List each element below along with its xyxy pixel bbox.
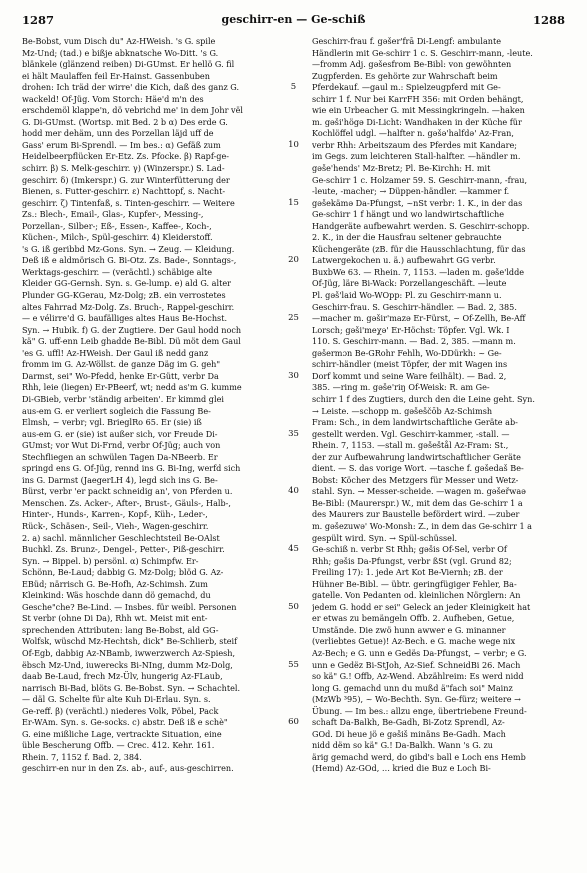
left-text-column [22, 36, 280, 775]
text-line: Geschirr-frau f. gəšer'frā Di-Lengf: ambulante [312, 36, 502, 46]
text-line: (Hemd) Az-GOd, … kried die Buz e Loch Bi- [312, 763, 491, 774]
text-line: Kleinkind: Wäs hoschde dann dö gemachd, du [22, 590, 211, 601]
text-line: m. gəšezuwə' Wo-Monsh: Z., in dem das Ge-schirr 1 a [312, 520, 533, 531]
text-line: Stechfliegen an schwülen Tagen Da-NBeerb. Er [22, 451, 218, 462]
text-line: gestellt werden. Vgl. Geschirr-kammer, -stall. — [312, 428, 510, 439]
text-line: ins G. Darmst (JaegerLH 4), legd sich ins G. Be- [22, 474, 218, 485]
text-line: Hinter-, Hunds-, Karren-, Kopf-, Küh-, Leder-, [22, 509, 208, 520]
text-line: G. eine mißliche Lage, vertrackte Situation, eine [22, 728, 222, 739]
text-line: Handgeräte aufbewahrt werden. S. Geschirr-schopp. [312, 220, 530, 231]
text-line: Übung. — Im bes.: allzu enge, übertriebene Freund- [312, 705, 527, 716]
text-line: Hühner Be-Bibl. — übtr. geringfügiger Fehler, Ba- [312, 578, 517, 589]
text-line: Deß iß e aldmörisch G. Bi-Otz. Zs. Bade-, Sonntags-, [22, 255, 237, 266]
text-line: hodd mer dehäm, unn des Porzellan läjd uff de [22, 128, 214, 139]
margin-line-number: 60 [288, 717, 299, 728]
text-line: 110. S. Geschirr-mann. — Bad. 2, 385. —mann m. [312, 336, 516, 347]
text-line: Kleider GG-Gernsh. Syn. s. Ge-lump. e) ald G. alter [22, 278, 231, 289]
text-line: Freiling 17): 1. jede Art Kot Be-Viernh; zB. der [312, 567, 503, 578]
text-line: Mz-Und; (tad.) e bißje abknatsche Wo-Ditt. 's G. [22, 47, 219, 58]
text-line: Händlerin mit Ge-schirr 1 c. S. Geschirr-mann, -leute. [312, 47, 533, 58]
text-line: Zugpferden. Es gehörte zur Wahrschaft beim [312, 70, 498, 81]
text-line: —macher m. gəšir'mazə Er-Fürst, ~ Of-Zellh, Be-Aff [312, 313, 526, 324]
text-line: Gass' erum Bi-Sprendl. — Im bes.: α) Gefäß zum [22, 139, 221, 150]
text-line: wackeld! Of-Jüg. Vom Storch: Häe'd m'n des [22, 93, 204, 104]
text-line: üble Bescherung Offb. — Crec. 412. Kehr. 161. [22, 740, 215, 751]
text-line: Rhein. 7, 1152 f. Bad. 2, 384. [22, 751, 142, 762]
text-line: Lorsch; gəši'meχə' Er-Höchst: Töpfer. Vgl. Wk. I [312, 324, 510, 335]
text-line: Er-WAm. Syn. s. Ge-socks. c) abstr. Deß iß e schè" [22, 717, 228, 728]
text-line: er etwas zu bemängeln Offb. 2. Aufheben, Getue, [312, 613, 515, 624]
margin-line-number: 50 [288, 601, 299, 612]
text-line: Bienen, s. Futter-geschirr. ε) Nachttopf, s. Nacht- [22, 186, 226, 197]
text-line: Bobst: Köcher des Metzgers für Messer und Wetz- [312, 474, 519, 485]
text-line: Schönn, Be-Laud; dabbig G. Mz-Dolg; blöd G. Az- [22, 567, 224, 578]
text-line: Bürst, verbr 'er packt schneidig an', von Pferden u. [22, 486, 233, 497]
text-line: 2. K., in der die Hausfrau seltener gebrauchte [312, 232, 502, 243]
text-line: Geschirr-frau. S. Geschirr-händler. — Bad. 2, 385. [312, 301, 517, 312]
text-line: springd ens G. Of-Jüg, rennd ins G. Bi-Ing, werfd sich [22, 463, 241, 474]
text-line: EBüd; närrisch G. Be-Hofh, Az-Schimsh. Zum [22, 578, 208, 589]
text-line: Pferdekauf. —gaul m.: Spielzeugpferd mit Ge- [312, 82, 501, 93]
text-line: geschirr. δ) (Imkerspr.) G. zur Winterfütterung der [22, 174, 230, 185]
text-line: — e vélirre'd G. baufälliges altes Haus Be-Hochst. [22, 313, 228, 324]
text-line: verbr Rhh: Arbeitszaum des Pferdes mit Kandare; [312, 139, 517, 150]
text-line: -leute, -macher; → Düppen-händler. —kammer f. [312, 186, 510, 197]
text-line: ëbsch Mz-Und, iuwerecks Bi-NIng, dumm Mz-Dolg, [22, 659, 233, 670]
text-line: BuxbWe 63. — Rhein. 7, 1153. —laden m. gəše'ldde [312, 266, 525, 277]
text-line: Küchengeräte (zB. für die Hausschlachtung, für das [312, 243, 526, 254]
text-line: wie ein Urbeacher G. mit Messingkringeln. —haken [312, 105, 525, 116]
text-line: GOd. Di heue jö e gəšiš minäns Be-Gadh. Mach [312, 728, 506, 739]
text-line: gəše'hends' Mz-Bretz; Pl. Be-Kirchh: H. mit [312, 163, 491, 174]
text-line: m. gəši'högə Di-Licht: Wandhaken in der Küche für [312, 116, 522, 127]
text-line: der zur Aufbewahrung landwirtschaftlicher Geräte [312, 451, 521, 462]
text-line: gespült wird. Syn. → Spül-schüssel. [312, 532, 458, 543]
text-line: ei hält Maulaffen feil Er-Hainst. Gassenbuben [22, 70, 210, 81]
text-line: Of-Egb, dabbig Az-NBamb, iwwerzwerch Az-Spiesh, [22, 647, 236, 658]
text-line: geschirr-en nur in den Zs. ab-, auf-, aus-geschirren. [22, 763, 234, 774]
text-line: Elmsh, ~ verbr; vgl. BrieglRo 65. Er (sie) iß [22, 417, 202, 428]
text-line: stahl. Syn. → Messer-scheide. —wagen m. gəšeřwaǝ [312, 486, 526, 497]
text-line: altes Fahrrad Mz-Dolg. Zs. Bruch-, Rappel-geschirr. [22, 301, 235, 312]
text-line: fromm im G. Az-Wöllst. de ganze Däg im G. geh" [22, 359, 221, 370]
text-line: (MzWb ³95), ~ Wo-Bechth. Syn. Ge-fürz; weitere → [312, 694, 521, 705]
text-line: Menschen. Zs. Acker-, After-, Brust-, Gäuls-, Halb-, [22, 497, 231, 508]
right-text-column [312, 36, 570, 775]
text-line: G. Di-GUmst. (Wortsp. mit Bed. 2 b α) Des erde G. [22, 116, 228, 127]
text-line: schirr 1 f. Nur bei KarrFH 356: mit Orden behängt, [312, 93, 524, 104]
text-line: Porzellan-, Silber-; Eß-, Essen-, Kaffee-, Koch-, [22, 220, 212, 231]
text-line: Zs.: Blech-, Email-, Glas-, Kupfer-, Messing-, [22, 209, 204, 220]
text-line: Latwergekochen u. ä.) aufbewahrt GG verbr. [312, 255, 496, 266]
margin-line-number: 25 [288, 313, 299, 324]
text-line: Ge-schirr 1 c. Holzamer 59. S. Geschirr-mann, -frau, [312, 174, 528, 185]
text-line: Wolfsk, wüschd Mz-Hechtsh, dick" Be-Schlierb, steif [22, 636, 238, 647]
text-line: erschdemöl klappe'n, dö vebrichd me' in dem Johr vël [22, 105, 243, 116]
page-number-left: 1287 [22, 13, 55, 27]
text-line: so kä" G.! Offb, Az-Wend. Abzählreim: Es werd nidd [312, 671, 524, 682]
text-line: Rhein. 7, 1153. —stall m. gəšeštål Az-Fram: St., [312, 440, 509, 451]
text-line: Fram: Sch., in dem landwirtschaftliche Geräte ab- [312, 417, 518, 428]
text-line: → Leiste. —schopp m. gəšeščōb Az-Schimsh [312, 405, 493, 416]
margin-line-number: 35 [288, 428, 299, 439]
margin-line-number: 20 [288, 255, 299, 266]
text-line: schirr 1 f des Zugtiers, durch den die Leine geht. Syn. [312, 393, 535, 404]
margin-line-number: 40 [288, 486, 299, 497]
running-title: geschirr-en — Ge-schiß [221, 13, 366, 26]
text-line: Ge-schiß n. verbr St Rhh; gəšis Of-Sel, verbr Of [312, 544, 507, 555]
text-line: unn e Gedëz Bi-StJoh, Az-Sief. SchneidBi 26. Mach [312, 659, 521, 670]
text-line: Buchkl. Zs. Brunz-, Dengel-, Petter-, Piß-geschirr. [22, 544, 225, 555]
text-line: jedem G. hodd er sei" Geleck an jeder Kleinigkeit hat [312, 601, 531, 612]
text-line: Of-Jüg, läre Bi-Wack: Porzellangeschäft. —leute [312, 278, 507, 289]
text-line: drohen: Ich träd der wirre' die Kich, daß des ganz G. [22, 82, 240, 93]
text-line: Rhh; gəšis Da-Pfungst, verbr ßSt (vgl. Grund 82; [312, 555, 512, 566]
text-line: Rhh, leie (liegen) Er-PBeerf, wt; nedd as'm G. kumme [22, 382, 242, 393]
text-line: Umstände. Die zwö hunn awwer e G. minanner [312, 624, 506, 635]
text-line: 2. a) sachl. männlicher Geschlechtsteil Be-OAlst [22, 532, 220, 543]
margin-line-number: 10 [288, 139, 299, 150]
text-line: 385. —ring m. gəše'riŋ Of-Weisk: R. am Ge- [312, 382, 490, 393]
text-line: — däl G. Schelte für alte Kuh Di-Erlau. Syn. s. [22, 694, 211, 705]
text-line: schaft Da-Balkh, Be-Gadh, Bi-Zotz Sprendl, Az- [312, 717, 505, 728]
text-line: dient. — S. das vorige Wort. —tasche f. gəšedaš Be- [312, 463, 524, 474]
text-line: ärig gemachd werd, do gibd's ball e Loch ens Hemb [312, 751, 526, 762]
text-line: Heidelbeerpflücken Er-Etz. Zs. Pfocke. β) Rapf-ge- [22, 151, 229, 162]
text-line: Kochlöffel udgl. —halfter n. gəšə'halfdə' Az-Fran, [312, 128, 514, 139]
text-line: (verliebtes Getue)! Az-Bech. e G. mache wege nix [312, 636, 516, 647]
text-line: daab Be-Laud, frech Mz-Ülv, hungerig Az-FLaub, [22, 671, 223, 682]
margin-line-number: 45 [288, 544, 299, 555]
text-line: Dorf kommt und seine Ware feilhält). — Bad. 2, [312, 370, 507, 381]
text-line: nidd dëm so kä" G.! Da-Balkh. Wann 's G. zu [312, 740, 494, 751]
margin-line-number: 30 [288, 370, 299, 381]
text-line: GUmst; vor Wut Di-Frnd, verbr Of-Jüg; auch von [22, 440, 221, 451]
page-number-right: 1288 [532, 13, 565, 27]
margin-line-number: 55 [288, 659, 299, 670]
text-line: Werktags-geschirr. — (verächtl.) schäbige alte [22, 266, 213, 277]
text-line: gəšermɔn Be-GRohr Fehlh, Wo-DDürkh: ~ Ge- [312, 347, 502, 358]
text-line: Plunder GG-KGerau, Mz-Dolg; zB. ein verrostetes [22, 290, 226, 301]
text-line: Be-Bibl: (Maurerspr.) W., mit dem das Ge-schirr 1 a [312, 497, 523, 508]
text-line: Gesche"che? Be-Lind. — Insbes. für weibl. Personen [22, 601, 237, 612]
text-line: Ge-reff. β) (verächtl.) niederes Volk, Pöbel, Pack [22, 705, 219, 716]
text-line: Küchen-, Milch-, Spül-geschirr. 4) Kleiderstoff. [22, 232, 213, 243]
text-line: gatelle. Von Pedanten od. kleinlichen Nörglern: An [312, 590, 521, 601]
text-line: Darmst, sei" Wo-Pfedd, henke Er-Gütt, verbr Da [22, 370, 219, 381]
text-line: Pl. gəš'laid Wo-WOpp: Pl. zu Geschirr-mann u. [312, 290, 502, 301]
text-line: 's G. iß geribbd Mz-Gons. Syn. → Zeug. — Kleidung. [22, 243, 235, 254]
text-line: des Maurers zur Baustelle befördert wird. —zuber [312, 509, 520, 520]
text-line: kä" G. uff-enn Leib ghadde Be-Bibl. Dü möt dem Gaul [22, 336, 241, 347]
text-line: schirr. β) S. Melk-geschirr. γ) (Winzerspr.) S. Lad- [22, 163, 225, 174]
text-line: —fromm Adj. gəšesfrom Be-Bibl: von gewöhnten [312, 59, 512, 70]
text-line: Az-Bech; e G. unn e Gedës Da-Pfungst, ~ verbr; e G. [312, 647, 527, 658]
text-line: schirr-händler (meist Töpfer, der mit Wagen ins [312, 359, 508, 370]
text-line: Rück-, Schäsen-, Seil-, Vieh-, Wagen-geschirr. [22, 520, 209, 531]
text-line: Be-Bobst, vum Disch du" Az-HWeish. 's G. spile [22, 36, 216, 46]
text-line: 'es G. uffl! Az-HWeish. Der Gaul iß nedd ganz [22, 347, 209, 358]
text-line: im Gegs. zum leichteren Stall-halfter. —händler m. [312, 151, 521, 162]
text-line: long G. gemachd unn du mußd ä"fach soi" Mainz [312, 682, 513, 693]
text-line: Syn. → Bippel. b) persönl. α) Schimpfw. Er- [22, 555, 199, 566]
margin-line-number: 5 [290, 82, 297, 93]
text-line: narrisch Bi-Bad, blöts G. Be-Bobst. Syn. → Schachtel. [22, 682, 241, 693]
text-line: Syn. → Hubik. f) G. der Zugtiere. Der Gaul hodd noch [22, 324, 242, 335]
text-line: aus-em G. er (sie) ist außer sich, vor Freude Di- [22, 428, 218, 439]
text-line: aus-em G. er verliert sogleich die Fassung Be- [22, 405, 211, 416]
text-line: sprechenden Attributen: lang Be-Bobst, ald GG- [22, 624, 219, 635]
margin-line-number: 15 [288, 197, 299, 208]
text-line: Ge-schirr 1 f hängt und wo landwirtschaftliche [312, 209, 505, 220]
text-line: blänkele (glänzend reiben) Di-GUmst. Er hellö G. fil [22, 59, 235, 70]
text-line: St verbr (ohne Di Da), Rhh wt. Meist mit ent- [22, 613, 208, 624]
text-line: geschirr. ζ) Tintenfaß, s. Tinten-geschirr. — Weitere [22, 197, 235, 208]
text-line: gəšekämə Da-Pfungst, ~nSt verbr: 1. K., in der das [312, 197, 523, 208]
text-line: Di-GBieb, verbr 'ständig arbeiten'. Er kimmd glei [22, 393, 224, 404]
